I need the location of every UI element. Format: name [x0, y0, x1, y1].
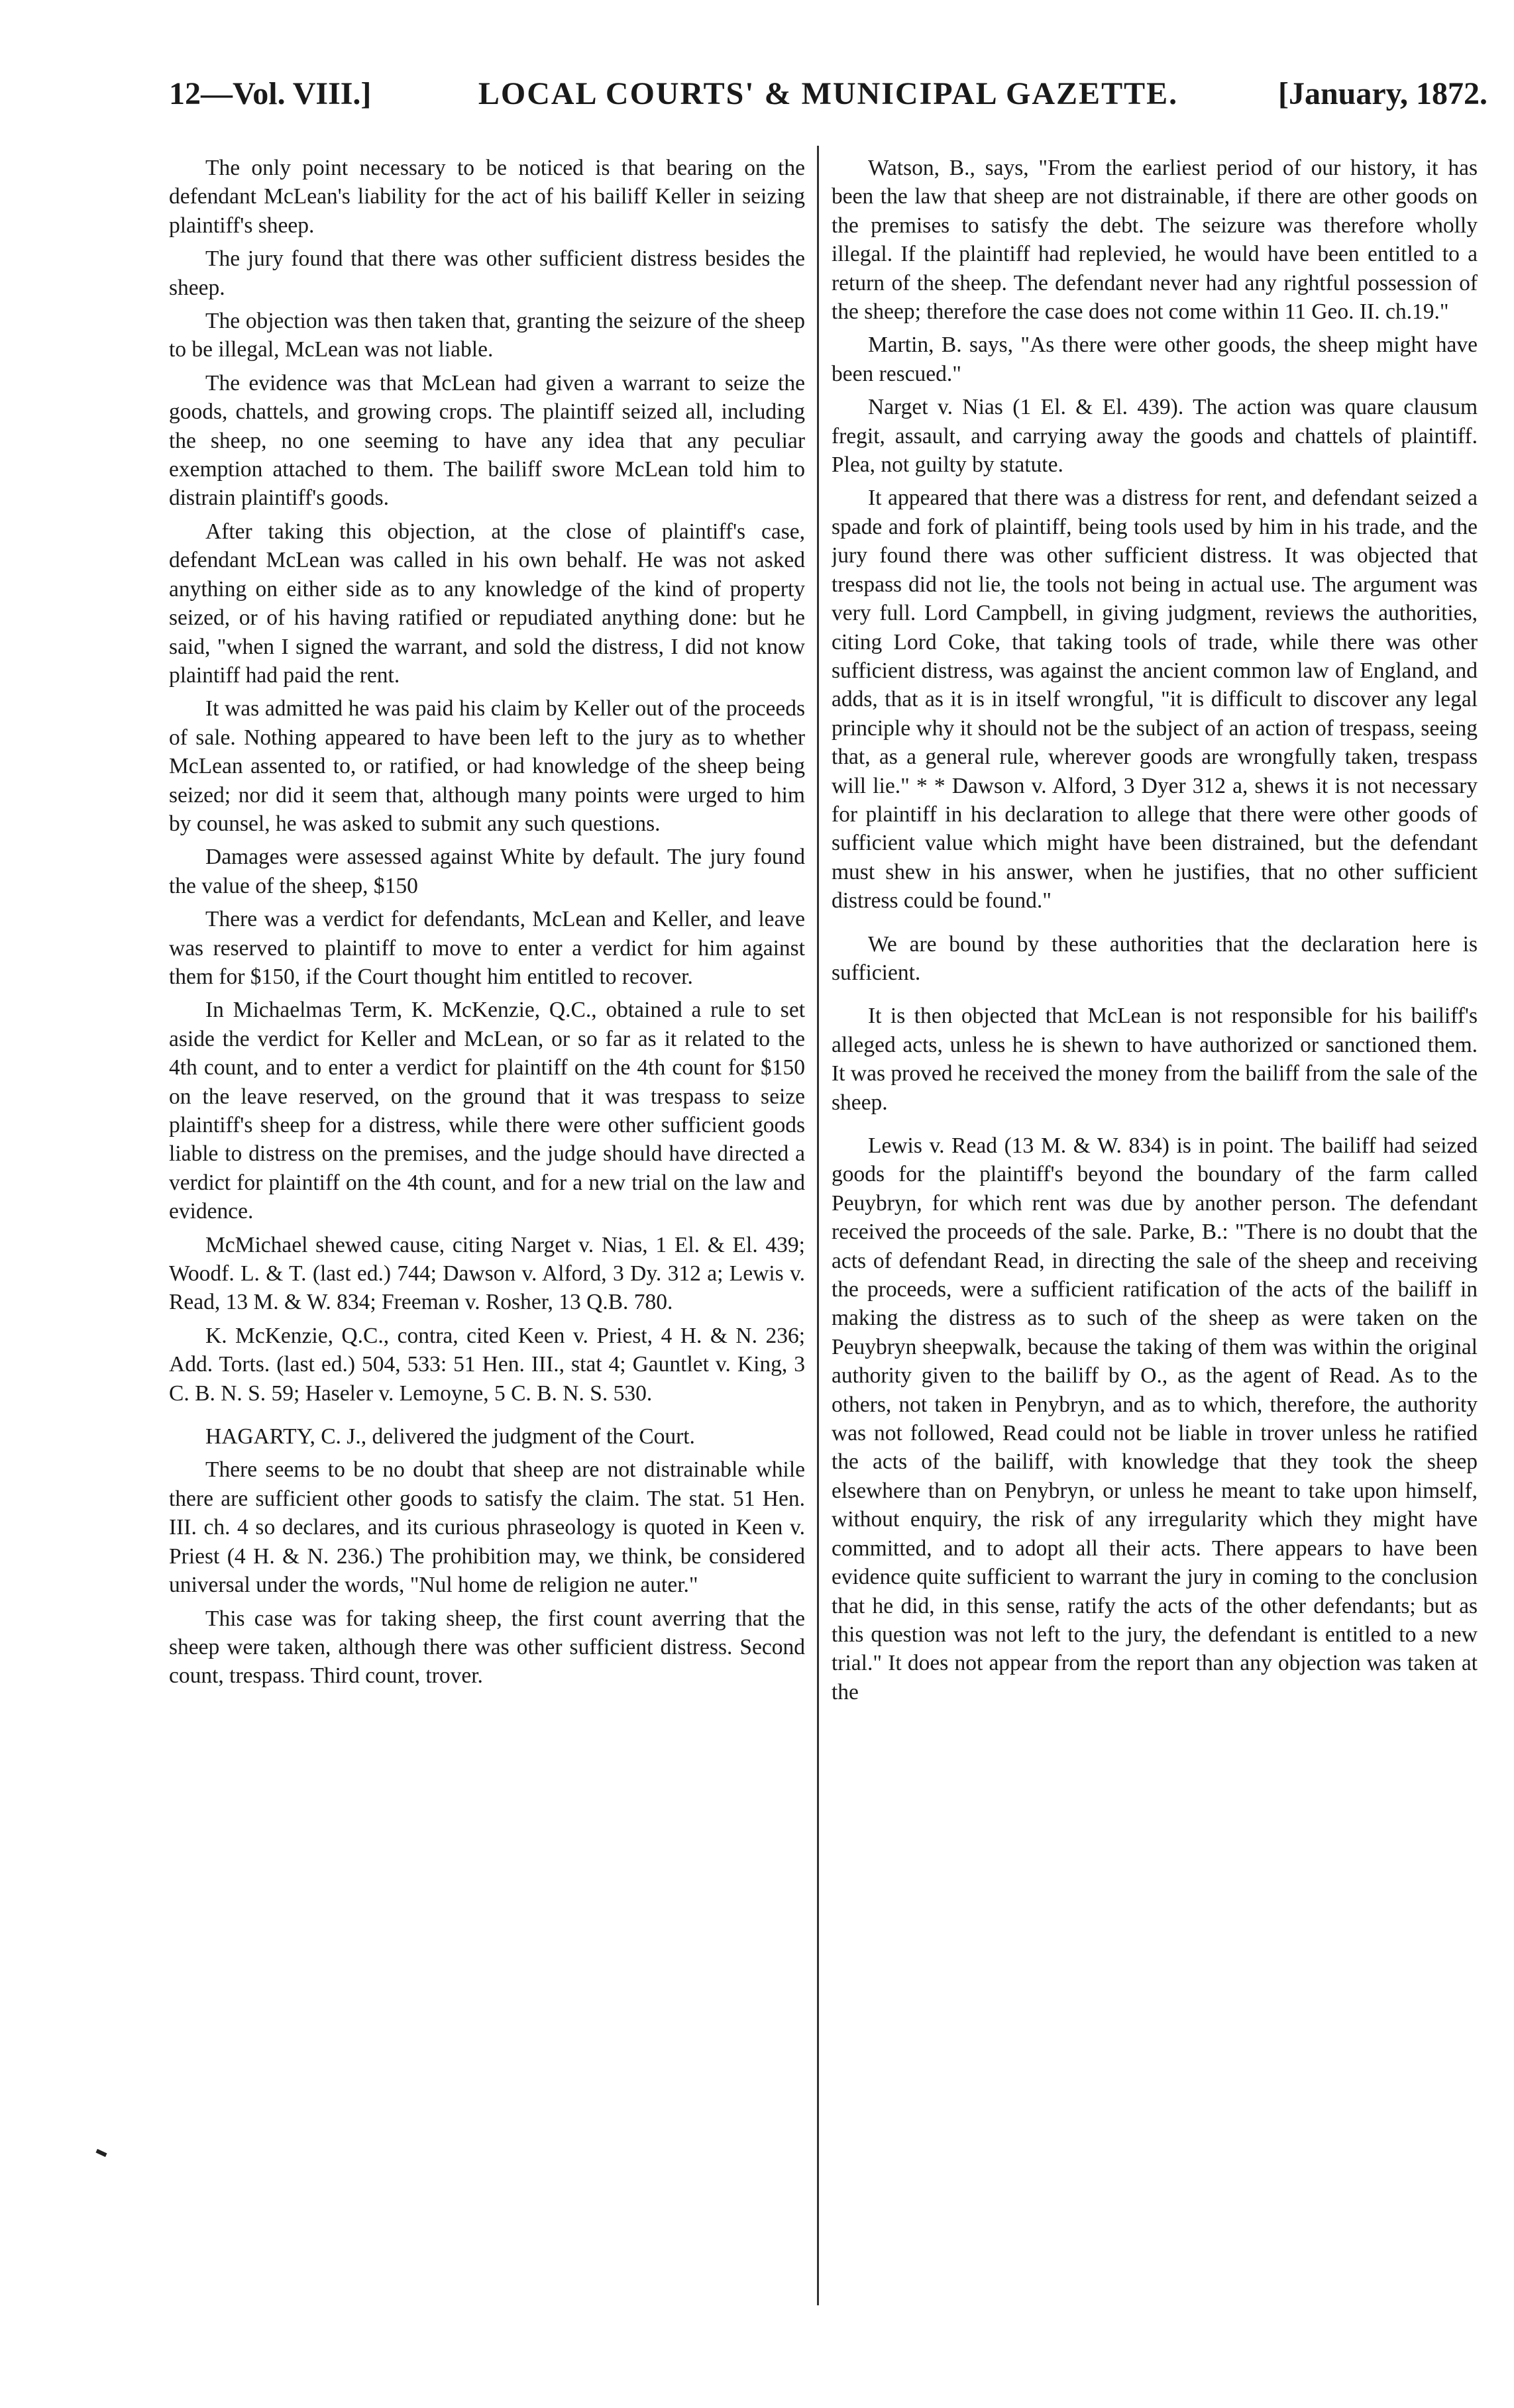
paragraph: McMichael shewed cause, citing Narget v. Nias, 1 El. & El. 439; Woodf. L. & T. (last ed.) 744; Dawson v. Alford, 3 Dy. 312 a; Lewis v. Read, 13 M. & W. 834; Freeman v. Rosher, 13 Q.B. 780. [169, 1232, 805, 1315]
paragraph: In Michaelmas Term, K. McKenzie, Q.C., obtained a rule to set aside the verdict for Keller and McLean, or so far as it related to the 4th count, and to enter a verdict for plaintiff on the 4th count for $150 on the leave reserved, on the ground that it was trespass to seize plaintiff's sheep for a distress, while there were other sufficient goods liable to distress on the premises, and the judge should have directed a verdict for plaintiff on the 4th count, and for a new trial on the law and evidence. [169, 998, 805, 1224]
column-divider [817, 146, 819, 2305]
paragraph: This case was for taking sheep, the first count averring that the sheep were taken, although there was other sufficient distress. Second count, trespass. Third count, trover. [169, 1606, 805, 1689]
paragraph: Damages were assessed against White by default. The jury found the value of the sheep, $150 [169, 845, 805, 898]
paragraph: The only point necessary to be noticed is that bearing on the defendant McLean's liability for the act of his bailiff Keller in seizing plaintiff's sheep. [169, 156, 805, 238]
publication-title: LOCAL COURTS' & MUNICIPAL GAZETTE. [478, 76, 1179, 111]
paragraph: Watson, B., says, "From the earliest period of our history, it has been the law that sheep are not distrainable, if there are other goods on the premises to satisfy the debt. The seizure was therefore wholly illegal. If the plaintiff had replevied, he would have been entitled to a return of the sheep. The defendant never had any rightful possession of the sheep; therefore the case does not come within 11 Geo. II. ch.19." [832, 156, 1478, 325]
paragraph: Narget v. Nias (1 El. & El. 439). The action was quare clausum fregit, assault, and carrying away the goods and chattels of plaintiff. Plea, not guilty by statute. [832, 395, 1478, 478]
paragraph: We are bound by these authorities that the declaration here is sufficient. [832, 931, 1478, 985]
paragraph: Martin, B. says, "As there were other goods, the sheep might have been rescued." [832, 333, 1478, 386]
paragraph: Lewis v. Read (13 M. & W. 834) is in point. The bailiff had seized goods for the plaintiff's beyond the boundary of the farm called Peuybryn, for which rent was due by another person. The defendant received the proceeds of the sale. Parke, B.: "There is no doubt that the acts of defendant Read, in directing the sale of the sheep and receiving the proceeds, were a sufficient ratification of the acts of the bailiff in making the distress as to such of the sheep as were taken on the Peuybryn sheepwalk, because the taking of them was within the original authority given to the bailiff by O., as the agent of Read. As to the others, not taken in Penybryn, and as to which, therefore, the authority was not followed, Read could not be liable in trover unless he ratified the acts of the bailiff, with knowledge that they took the sheep elsewhere than on Penybryn, or unless he meant to take upon himself, without enquiry, the risk of any irregularity which they might have committed, and to adopt all their acts. There appears to have been evidence quite sufficient to warrant the jury in coming to the conclusion that he did, in this sense, ratify the acts of the other defendants; but as this question was not left to the jury, the defendant is entitled to a new trial." It does not appear from the report than any objection was taken at the [832, 1133, 1478, 1704]
right-column [832, 154, 1478, 2293]
left-column [169, 154, 805, 2293]
paragraph: It appeared that there was a distress for rent, and defendant seized a spade and fork of plaintiff, being tools used by him in his trade, and the jury found there was other sufficient distress. It was objected that trespass did not lie, the tools not being in actual use. The argument was very full. Lord Campbell, in giving judgment, reviews the authorities, citing Lord Coke, that taking tools of trade, while there was other sufficient distress, was against the ancient common law of England, and adds, that as it is in itself wrongful, "it is difficult to discover any legal principle why it should not be the subject of an action of trespass, seeing that, as a general rule, wherever goods are wrongfully taken, trespass will lie." * * Dawson v. Alford, 3 Dyer 312 a, shews it is not necessary for plaintiff in his declaration to allege that there were other goods of sufficient value which might have been distrained, but the defendant must shew in his answer, when he justifies, that no other sufficient distress could be found." [832, 486, 1478, 914]
page-volume: 12—Vol. VIII.] [169, 76, 372, 111]
paragraph: There was a verdict for defendants, McLean and Keller, and leave was reserved to plaintiff to move to enter a verdict for him against them for $150, if the Court thought him entitled to recover. [169, 907, 805, 989]
paragraph: The jury found that there was other sufficient distress besides the sheep. [169, 246, 805, 300]
paragraph: It was admitted he was paid his claim by Keller out of the proceeds of sale. Nothing appeared to have been left to the jury as to whether McLean assented to, or ratified, or had knowledge of the sheep being seized; nor did it seem that, although many points were urged to him by counsel, he was asked to submit any such questions. [169, 696, 805, 836]
paragraph: It is then objected that McLean is not responsible for his bailiff's alleged acts, unless he is shewn to have authorized or sanctioned them. It was proved he received the money from the bailiff from the sale of the sheep. [832, 1004, 1478, 1115]
paragraph: The evidence was that McLean had given a warrant to seize the goods, chattels, and growing crops. The plaintiff seized all, including the sheep, no one seeming to have any idea that any peculiar exemption attached to them. The bailiff swore McLean told him to distrain plaintiff's goods. [169, 370, 805, 511]
issue-date: [January, 1872. [1277, 76, 1487, 111]
paragraph: There seems to be no doubt that sheep are not distrainable while there are sufficient other goods to satisfy the claim. The stat. 51 Hen. III. ch. 4 so declares, and its curious phraseology is quoted in Keen v. Priest (4 H. & N. 236.) The prohibition may, we think, be considered universal under the words, "Nul home de religion ne auter." [169, 1457, 805, 1598]
margin-mark [95, 2149, 107, 2157]
paragraph: K. McKenzie, Q.C., contra, cited Keen v. Priest, 4 H. & N. 236; Add. Torts. (last ed.) 504, 533: 51 Hen. III., stat 4; Gauntlet v. King, 3 C. B. N. S. 59; Haseler v. Lemoyne, 5 C. B. N. S. 530. [169, 1323, 805, 1406]
paragraph: The objection was then taken that, granting the seizure of the sheep to be illegal, McLean was not liable. [169, 309, 805, 362]
judgment-heading: HAGARTY, C. J., delivered the judgment of the Court. [205, 1424, 695, 1449]
running-header [169, 66, 1487, 119]
paragraph: After taking this objection, at the close of plaintiff's case, defendant McLean was called in his own behalf. He was not asked anything on either side as to any knowledge of the kind of property seized, or of his having ratified or repudiated anything done: but he said, "when I signed the warrant, and sold the distress, I did not know plaintiff had paid the rent. [169, 519, 805, 688]
